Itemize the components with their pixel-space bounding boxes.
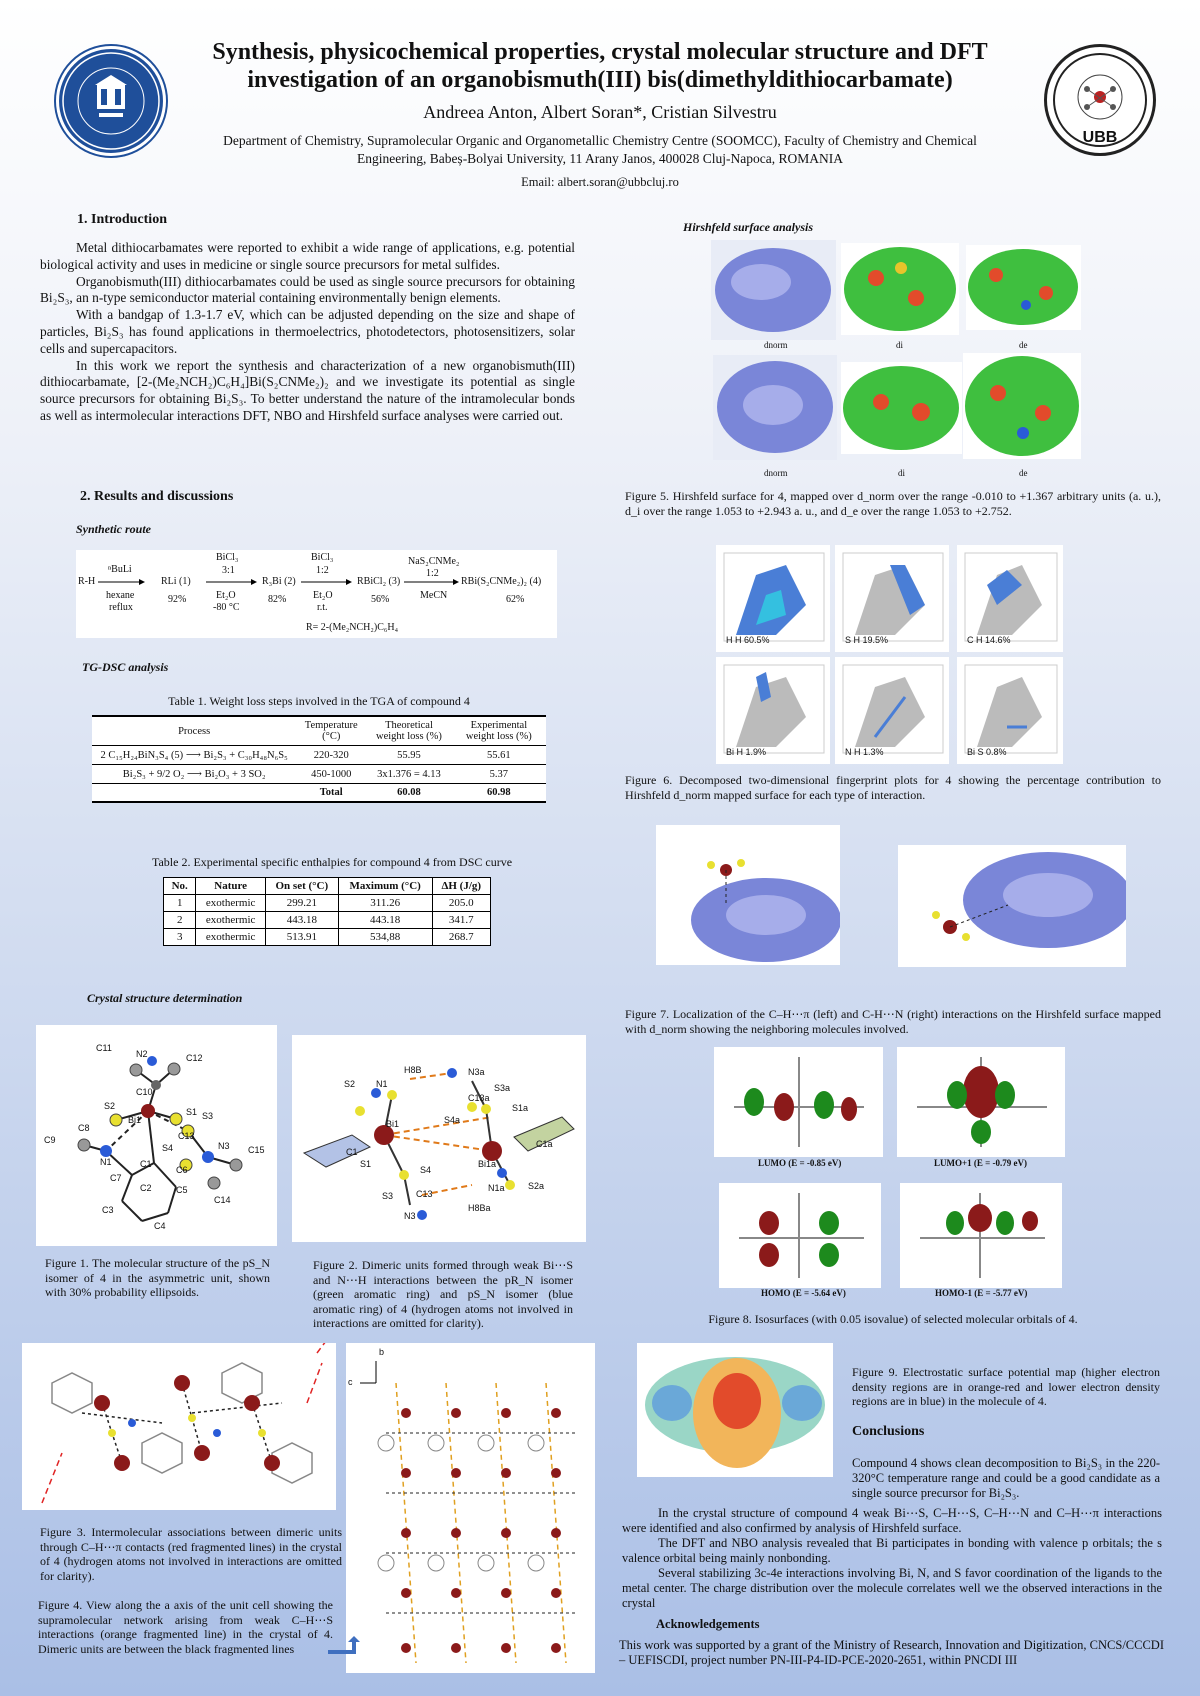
t2-cell: 299.21: [265, 895, 338, 912]
hirshfeld-de-2: [963, 353, 1081, 459]
atom-label: C9: [44, 1135, 56, 1145]
fingerprint-plot: [835, 657, 949, 764]
t2-cell: exothermic: [196, 912, 265, 929]
atom-label: H8Ba: [468, 1203, 491, 1213]
t2-cell: exothermic: [196, 895, 265, 912]
t1-exp-1: 55.61: [452, 746, 546, 765]
atom-label: N3a: [468, 1067, 485, 1077]
atom-label: S4a: [444, 1115, 461, 1125]
scheme-r2-bottom2: -80 °C: [213, 602, 240, 613]
t2-header-onset: On set (°C): [265, 878, 338, 895]
lumo-label: LUMO (E = -0.85 eV): [758, 1158, 842, 1168]
conclusions-paragraph-3: The DFT and NBO analysis revealed that Bi participates in bonding with valence p orbitals; the s valence orbital being mainly nonbonding.: [622, 1536, 1162, 1565]
affiliation: [210, 132, 990, 168]
homo-label: HOMO (E = -5.64 eV): [761, 1288, 846, 1298]
atom-label: C15: [248, 1145, 265, 1155]
hs-label: dnorm: [764, 340, 788, 350]
figure7-right-image: [898, 845, 1126, 967]
dsc-table: [163, 877, 491, 946]
hs-label: di: [896, 340, 904, 350]
hirshfeld-heading: Hirshfeld surface analysis: [683, 220, 814, 234]
hs-label: de: [1019, 468, 1028, 478]
t2-cell: 311.26: [338, 895, 432, 912]
affiliation-line-2: Engineering, Babeș-Bolyai University, 11 Arany Janos, 400028 Cluj-Napoca, ROMANIA: [356, 151, 844, 166]
crystal-heading: Crystal structure determination: [87, 991, 243, 1005]
intro-paragraph-1: Metal dithiocarbamates were reported to exhibit a wide range of applications, e.g. potential biological activity and uses in medicine or single source precursors for metal sulfides.: [40, 240, 575, 272]
t1-exp-2: 5.37: [452, 765, 546, 784]
atom-label: N1: [100, 1157, 112, 1167]
scheme-r3-bottom1: Et₂O: [313, 590, 333, 601]
atom-label: S2a: [528, 1181, 545, 1191]
t1-empty: [92, 784, 296, 803]
atom-label: S1: [186, 1107, 198, 1117]
fingerprint-plot: [957, 545, 1063, 652]
atom-label: C1: [346, 1147, 358, 1157]
figure7-caption: Figure 7. Localization of the C–H⋯π (left) and C-H⋯N (right) interactions on the Hirshfeld surface mapped with d_norm showing the neighboring molecules involved.: [625, 1007, 1161, 1036]
atom-label: C14: [214, 1195, 231, 1205]
scheme-p2: R₃Bi (2): [262, 576, 296, 587]
hs-label: dnorm: [764, 468, 788, 478]
results-heading: 2. Results and discussions: [80, 489, 234, 504]
t1-header-theo: Theoretical weight loss (%): [366, 716, 452, 746]
table-row: [92, 784, 546, 803]
fp-label: N H 1.3%: [845, 747, 884, 757]
atom-label: N3: [218, 1141, 230, 1151]
atom-label: C6: [176, 1165, 188, 1175]
conclusions-heading: Conclusions: [852, 1424, 925, 1439]
atom-label: Bi1: [386, 1119, 400, 1129]
t1-header-exp: Experimental weight loss (%): [452, 716, 546, 746]
t1-theo-2: 3x1.376 = 4.13: [366, 765, 452, 784]
atom-label: C13a: [468, 1093, 490, 1103]
fp-label: Bi H 1.9%: [726, 747, 767, 757]
hirshfeld-de-1: [966, 245, 1081, 330]
atom-label: C1a: [536, 1139, 553, 1149]
arrow-icon: ⟶: [186, 769, 202, 780]
figure4-image: [346, 1343, 595, 1673]
t2-cell: exothermic: [196, 929, 265, 946]
t1-total-theo: 60.08: [366, 784, 452, 803]
scheme-r2-top2: 3:1: [222, 565, 235, 576]
t1-header-temp: Temperature (°C): [296, 716, 366, 746]
figure3-image: [22, 1343, 336, 1510]
poster-title: [190, 38, 1010, 94]
bent-arrow-icon: [326, 1636, 362, 1658]
conclusions-paragraph-1: Compound 4 shows clean decomposition to Bi₂S₃ in the 220-320°C temperature range and could be a good candidate as a single source precursor for Bi₂S₃.: [852, 1456, 1160, 1500]
contact-email: Email: albert.soran@ubbcluj.ro: [521, 175, 679, 189]
t2-cell: 341.7: [432, 912, 490, 929]
atom-label: S3: [202, 1111, 214, 1121]
scheme-r3-bottom2: r.t.: [317, 602, 328, 613]
t2-cell: 513.91: [265, 929, 338, 946]
scheme-r4-top2: 1:2: [426, 568, 439, 579]
atom-label: N2: [136, 1049, 148, 1059]
faculty-logo-text: UBB: [1082, 129, 1118, 146]
atom-label: H8B: [404, 1065, 422, 1075]
scheme-p4: RBi(S₂CNMe₂)₂ (4): [461, 576, 542, 587]
table2-caption: Table 2. Experimental specific enthalpies for compound 4 from DSC curve: [151, 855, 513, 869]
scheme-y3: 56%: [371, 594, 390, 605]
intro-text: [40, 240, 575, 425]
atom-label: C10: [136, 1087, 153, 1097]
scheme-p1: RLi (1): [161, 576, 191, 587]
figure6-caption: Figure 6. Decomposed two-dimensional fingerprint plots for 4 showing the percentage contribution to Hirshfeld d_norm mapped surface for each type of interaction.: [625, 773, 1161, 802]
ack-text: This work was supported by a grant of the Ministry of Research, Innovation and Digitization, CNCS/CCCDI – UEFISCDI, project number PN-III-P4-ID-PCE-2020-2651, within PNCDI III: [619, 1638, 1164, 1667]
atom-label: C13: [178, 1131, 195, 1141]
tga-table: [92, 715, 546, 803]
scheme-r1-bottom1: hexane: [106, 590, 135, 601]
t2-cell: 1: [164, 895, 196, 912]
t2-cell: 3: [164, 929, 196, 946]
figure8-caption: Figure 8. Isosurfaces (with 0.05 isovalue) of selected molecular orbitals of 4.: [708, 1312, 1078, 1326]
atom-label: N1: [376, 1079, 388, 1089]
intro-paragraph-2: Organobismuth(III) dithiocarbamates could be used as single source precursors for obtaining Bi₂S₃, an n-type semiconductor material containing environmentally benign elements.: [40, 273, 575, 306]
figure5-caption: Figure 5. Hirshfeld surface for 4, mapped over d_norm over the range -0.010 to +1.367 arbitrary units (a. u.), d_i over the range 1.053 to +2.943 a. u., and d_e over the range 1.053 to +2.752.: [625, 489, 1161, 518]
affiliation-line-1: Department of Chemistry, Supramolecular Organic and Organometallic Chemistry Centre (SOOMCC), Faculty of Chemistry and Chemical: [223, 133, 977, 148]
scheme-y1: 92%: [168, 594, 187, 605]
t1-process-1-left: 2 C₁₅H₂₄BiN₃S₄ (5): [100, 750, 184, 761]
atom-label: N3: [404, 1211, 416, 1221]
t2-header-no: No.: [164, 878, 196, 895]
synthesis-scheme: [76, 550, 557, 638]
atom-label: C5: [176, 1185, 188, 1195]
hirshfeld-dnorm-2: [713, 355, 837, 460]
t1-process-1: [92, 746, 296, 765]
atom-label: S1: [360, 1159, 372, 1169]
intro-paragraph-4: In this work we report the synthesis and characterization of a new organobismuth(III) dithiocarbamate, [2-(Me₂NCH₂)C₆H₄]Bi(S₂CNMe₂)₂ and we investigate its potential as single source precursors for obtaining Bi₂S₃. To better understand the nature of the intramolecular bonds as well as intermolecular interactions DFT, NBO and Hirshfeld surface analyses were carried out.: [40, 357, 575, 423]
table1-caption: Table 1. Weight loss steps involved in the TGA of compound 4: [168, 694, 470, 708]
scheme-p3: RBiCl₂ (3): [357, 576, 401, 587]
atom-label: C8: [78, 1123, 90, 1133]
authors: Andreea Anton, Albert Soran*, Cristian Silvestru: [423, 102, 777, 122]
t1-process-2-right: Bi₂O₃ + 3 SO₂: [204, 769, 266, 780]
title-line-2: investigation of an organobismuth(III) bis(dimethyldithiocarbamate): [247, 67, 953, 93]
fingerprint-plot: [957, 657, 1063, 764]
atom-label: S2: [344, 1079, 356, 1089]
conclusions-paragraph-2: In the crystal structure of compound 4 weak Bi⋯S, C–H⋯S, C–H⋯N and C–H⋯π interactions were identified and also confirmed by analysis of Hirshfeld surface.: [622, 1506, 1162, 1535]
figure1-caption: Figure 1. The molecular structure of the pS_N isomer of 4 in the asymmetric unit, shown with 30% probability ellipsoids.: [45, 1256, 270, 1300]
t2-header-dh: ΔH (J/g): [432, 878, 490, 895]
title-line-1: Synthesis, physicochemical properties, crystal molecular structure and DFT: [212, 39, 988, 65]
atom-label: C11: [96, 1043, 112, 1053]
university-logo: [56, 46, 166, 156]
scheme-r4-bottom: MeCN: [420, 590, 448, 601]
atom-label: Bi1: [128, 1115, 142, 1125]
t1-process-2-left: Bi₂S₃ + 9/2 O₂: [122, 769, 185, 780]
atom-label: S4: [162, 1143, 174, 1153]
t2-cell: 443.18: [265, 912, 338, 929]
figure9-image: [637, 1343, 833, 1477]
atom-label: N1a: [488, 1183, 505, 1193]
fingerprint-plot: [716, 657, 830, 764]
scheme-y4: 62%: [506, 594, 525, 605]
table-row: [92, 765, 546, 784]
fp-label: H H 60.5%: [726, 635, 770, 645]
t2-header-nature: Nature: [196, 878, 265, 895]
table-row: [164, 929, 491, 946]
scheme-r1-bottom2: reflux: [109, 602, 133, 613]
scheme-r1-top: ⁿBuLi: [108, 564, 132, 575]
figure2-caption: Figure 2. Dimeric units formed through weak Bi⋯S and N⋯H interactions between the pR_N isomer (green aromatic ring) and pS_N isomer (blue aromatic ring) of 4 (hydrogen atoms not involved in interactions are omitted for clarity).: [313, 1258, 573, 1331]
atom-label: S3a: [494, 1083, 511, 1093]
t1-theo-1: 55.95: [366, 746, 452, 765]
t2-cell: 443.18: [338, 912, 432, 929]
hirshfeld-di-1: [841, 243, 959, 335]
scheme-y2: 82%: [268, 594, 287, 605]
orbital-homo: [719, 1183, 881, 1288]
atom-label: Bi1a: [478, 1159, 497, 1169]
scheme-r2-bottom1: Et₂O: [216, 590, 236, 601]
table-row: [92, 746, 546, 765]
t2-cell: 205.0: [432, 895, 490, 912]
orbital-lumo1: [897, 1047, 1065, 1157]
hirshfeld-di-2: [841, 362, 962, 454]
atom-label: S1a: [512, 1103, 529, 1113]
scheme-r-definition: R= 2-(Me₂NCH₂)C₆H₄: [306, 622, 399, 633]
t1-process-2: [92, 765, 296, 784]
table-row: [164, 912, 491, 929]
t1-temp-2: 450-1000: [296, 765, 366, 784]
atom-label: C7: [110, 1173, 122, 1183]
figure2-image: [292, 1035, 586, 1242]
atom-label: C13: [416, 1189, 433, 1199]
atom-label: S2: [104, 1101, 116, 1111]
scheme-r2-top1: BiCl₃: [216, 552, 239, 563]
t1-total-label: Total: [296, 784, 366, 803]
lumo1-label: LUMO+1 (E = -0.79 eV): [934, 1158, 1027, 1168]
hs-label: de: [1019, 340, 1028, 350]
atom-label: C2: [140, 1183, 152, 1193]
fp-label: Bi S 0.8%: [967, 747, 1007, 757]
figure4-caption: Figure 4. View along the a axis of the unit cell showing the supramolecular network arising from weak C–H⋯S interactions (orange fragmented line) in the crystal of 4. Dimeric units are between the black fragmented lines: [38, 1598, 333, 1656]
hirshfeld-dnorm-1: [711, 240, 836, 340]
intro-paragraph-3: With a bandgap of 1.3-1.7 eV, which can be adjusted depending on the size and shape of particles, Bi₂S₃ has found applications in thermoelectrics, photodetectors, photosensitizers, solar cells and supercapacitors.: [40, 307, 575, 356]
t1-total-exp: 60.98: [452, 784, 546, 803]
t2-cell: 268.7: [432, 929, 490, 946]
tg-dsc-heading: TG-DSC analysis: [82, 660, 169, 674]
figure9-caption: Figure 9. Electrostatic surface potential map (higher electron density regions are in orange-red and lower electron density regions are in blue) in the molecule of 4.: [852, 1365, 1160, 1409]
table-row: [164, 895, 491, 912]
fp-label: C H 14.6%: [967, 635, 1011, 645]
t1-header-process: Process: [92, 716, 296, 746]
axis-label-c: c: [348, 1377, 353, 1387]
orbital-lumo: [714, 1047, 883, 1157]
t1-process-1-right: Bi₂S₃ + C₃₀H₄₈N₆S₅: [203, 750, 288, 761]
figure3-caption: Figure 3. Intermolecular associations between dimeric units through C–H⋯π contacts (red fragmented lines) in the crystal of 4 (hydrogen atoms not involved in interactions are omitted for clarity).: [40, 1525, 342, 1583]
scheme-r3-top2: 1:2: [316, 565, 329, 576]
orbital-homo1: [900, 1183, 1062, 1288]
faculty-logo: [1044, 44, 1156, 156]
figure7-left-image: [656, 825, 840, 965]
t2-cell: 2: [164, 912, 196, 929]
fp-label: S H 19.5%: [845, 635, 889, 645]
t2-header-max: Maximum (°C): [338, 878, 432, 895]
fingerprint-plot: [716, 545, 830, 652]
conclusions-paragraph-4: Several stabilizing 3c-4e interactions involving Bi, N, and S favor coordination of the ligands to the metal center. The charge distribution over the molecule correlates well we the observed interactions in the crystal: [622, 1566, 1162, 1610]
atom-label: S4: [420, 1165, 432, 1175]
homo1-label: HOMO-1 (E = -5.77 eV): [935, 1288, 1028, 1298]
fingerprint-plot: [835, 545, 949, 652]
t1-temp-1: 220-320: [296, 746, 366, 765]
scheme-start: R-H: [78, 576, 96, 587]
atom-label: C3: [102, 1205, 114, 1215]
atom-label: C1: [140, 1159, 152, 1169]
t2-cell: 534,88: [338, 929, 432, 946]
atom-label: C12: [186, 1053, 203, 1063]
figure1-image: [36, 1025, 277, 1246]
conclusions-body: [622, 1506, 1162, 1611]
ack-heading: Acknowledgements: [656, 1617, 760, 1631]
atom-label: S3: [382, 1191, 394, 1201]
scheme-r3-top1: BiCl₃: [311, 552, 334, 563]
arrow-icon: ⟶: [185, 750, 201, 761]
synthetic-route-heading: Synthetic route: [76, 522, 152, 536]
scheme-r4-top1: NaS₂CNMe₂: [408, 556, 460, 567]
atom-label: C4: [154, 1221, 166, 1231]
hs-label: di: [898, 468, 906, 478]
intro-heading: 1. Introduction: [77, 212, 167, 227]
axis-label-b: b: [379, 1347, 385, 1357]
